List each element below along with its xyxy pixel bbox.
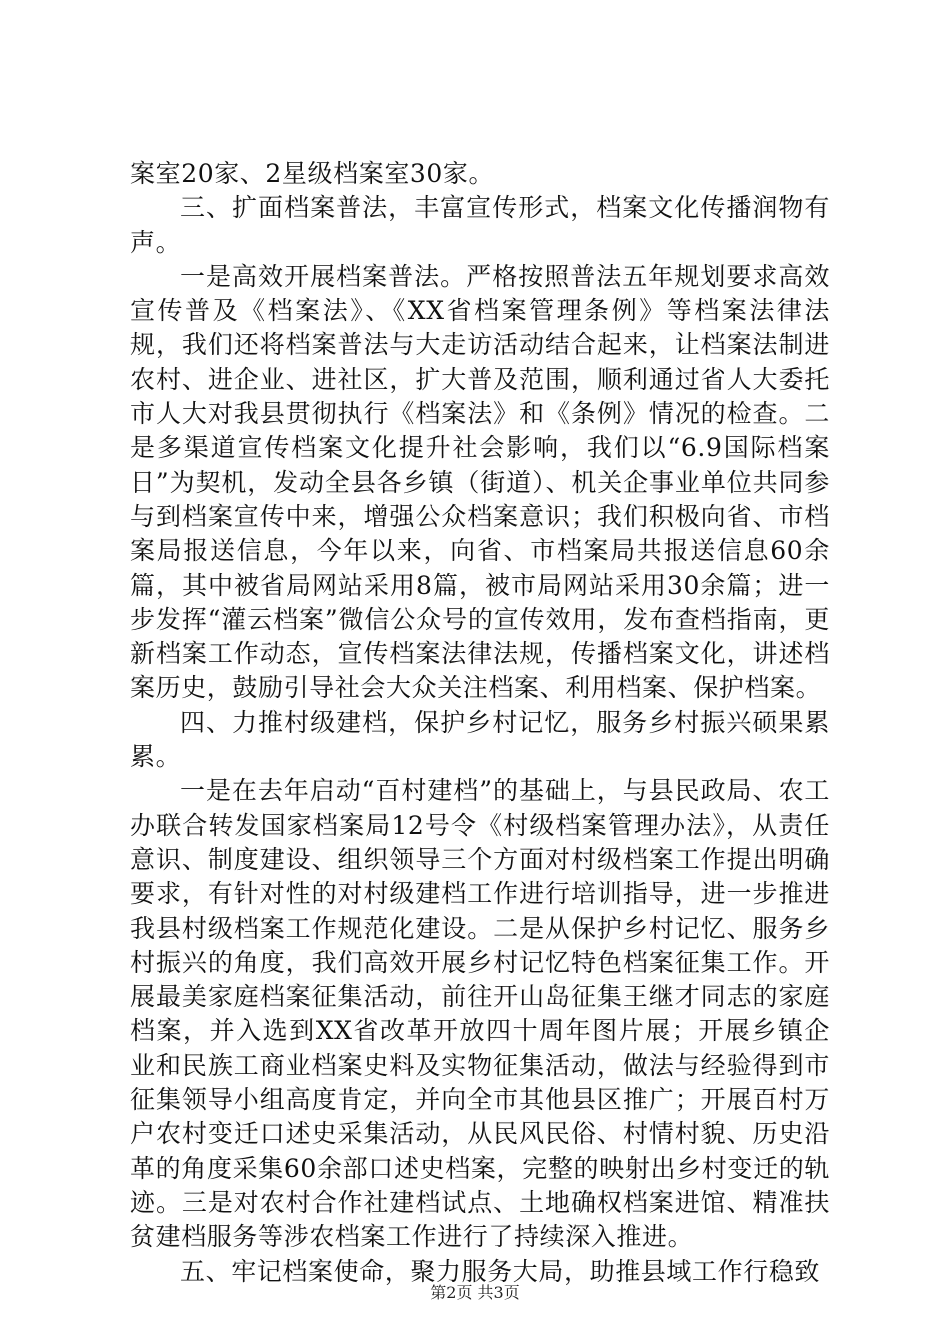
section-heading-3: 三、扩面档案普法，丰富宣传形式，档案文化传播润物有声。 xyxy=(130,193,830,257)
document-body xyxy=(130,157,830,1289)
paragraph-continuation: 案室20家、2星级档案室30家。 xyxy=(130,159,495,188)
page-number-footer: 第2页 共3页 xyxy=(430,1283,520,1302)
section-heading-5: 五、牢记档案使命，聚力服务大局，助推县域工作行稳致 xyxy=(180,1256,821,1286)
paragraph-archive-publicity: 一是高效开展档案普法。严格按照普法五年规划要求高效宣传普及《档案法》、《XX省档案管理条例》等档案法律法规，我们还将档案普法与大走访活动结合起来，让档案法制进农村、进企业、进社区，扩大普及范围，顺利通过省人大委托市人大对我县贯彻执行《档案法》和《条例》情况的检查。二是多渠道宣传档案文化提升社会影响，我们以“6.9国际档案日”为契机，发动全县各乡镇（街道）、机关企事业单位共同参与到档案宣传中来，增强公众档案意识；我们积极向省、市档案局报送信息，今年以来，向省、市档案局共报送信息60余篇，其中被省局网站采用8篇，被市局网站采用30余篇；进一步发挥“灌云档案”微信公众号的宣传效用，发布查档指南，更新档案工作动态，宣传档案法律法规，传播档案文化，讲述档案历史，鼓励引导社会大众关注档案、利用档案、保护档案。 xyxy=(130,261,830,703)
section-heading-4: 四、力推村级建档，保护乡村记忆，服务乡村振兴硕果累累。 xyxy=(130,707,830,772)
paragraph-village-archives: 一是在去年启动“百村建档”的基础上，与县民政局、农工办联合转发国家档案局12号令《村级档案管理办法》，从责任意识、制度建设、组织领导三个方面对村级档案工作提出明确要求，有针对性的对村级建档工作进行培训指导，进一步推进我县村级档案工作规范化建设。二是从保护乡村记忆、服务乡村振兴的角度，我们高效开展乡村记忆特色档案征集工作。开展最美家庭档案征集活动，前往开山岛征集王继才同志的家庭档案，并入选到XX省改革开放四十周年图片展；开展乡镇企业和民族工商业档案史料及实物征集活动，做法与经验得到市征集领导小组高度肯定，并向全市其他县区推广；开展百村万户农村变迁口述史采集活动，从民风民俗、村情村貌、历史沿革的角度采集60余部口述史档案，完整的映射出乡村变迁的轨迹。三是对农村合作社建档试点、土地确权档案进馆、精准扶贫建档服务等涉农档案工作进行了持续深入推进。 xyxy=(130,776,830,1252)
